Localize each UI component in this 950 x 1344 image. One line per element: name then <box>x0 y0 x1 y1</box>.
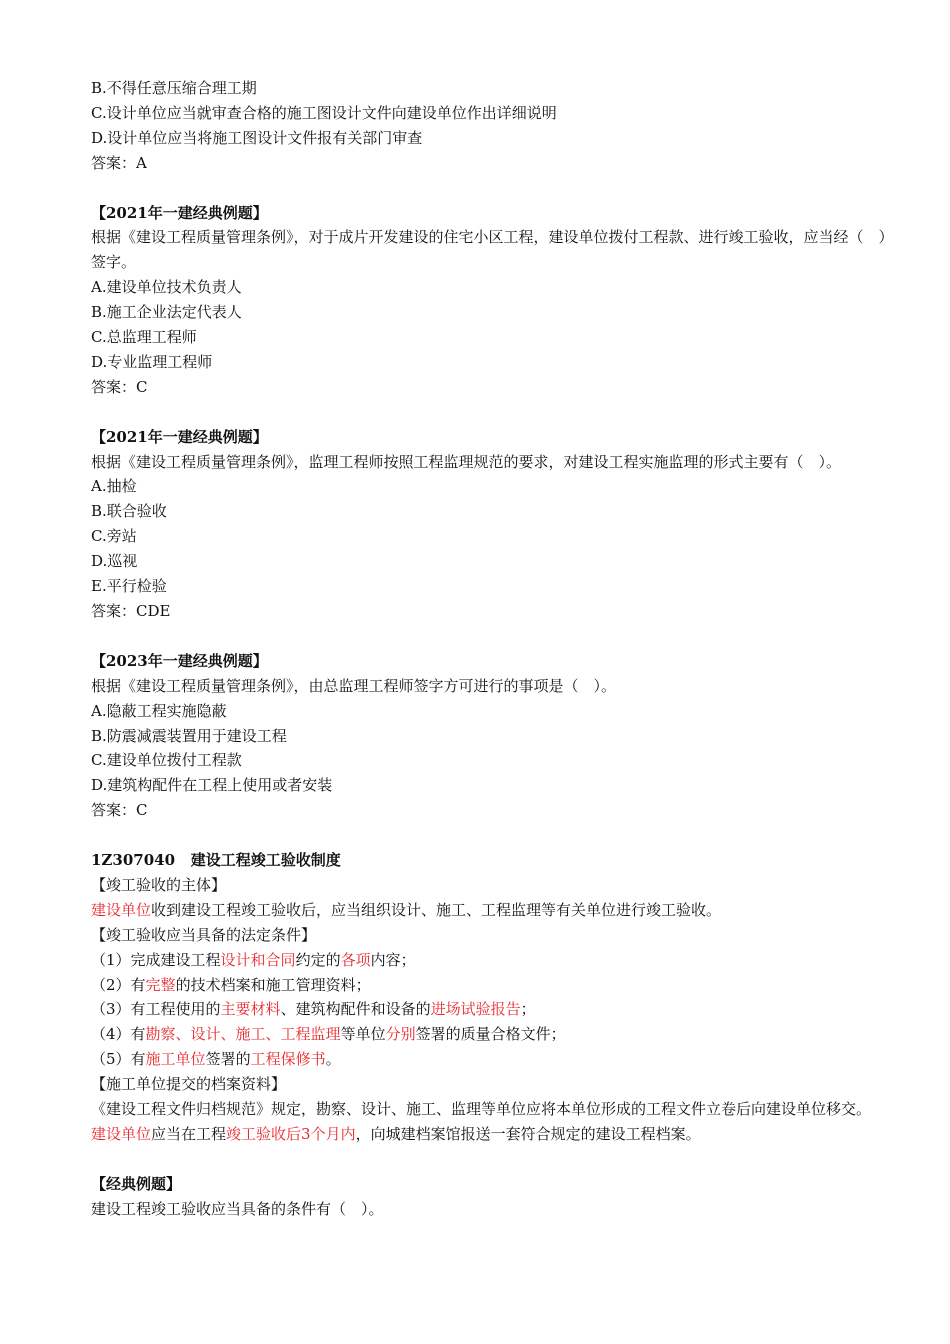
question-stem: 根据《建设工程质量管理条例》，监理工程师按照工程监理规范的要求，对建设工程实施监理的形式主要有（ ）。 <box>91 452 842 471</box>
question-stem: 建设工程竣工验收应当具备的条件有（ ）。 <box>91 1199 384 1218</box>
highlight: 建设单位 <box>91 900 152 919</box>
highlight: 分别 <box>385 1025 416 1044</box>
paragraph: 建设单位应当在工程竣工验收后3个月内，向城建档案馆报送一套符合规定的建设工程档案。 <box>91 1125 701 1143</box>
option-a: A.建设单位技术负责人 <box>91 278 242 297</box>
option-b: B.联合验收 <box>91 502 167 521</box>
highlight: 工程保修书 <box>250 1050 326 1069</box>
subsection-heading: 【竣工验收应当具备的法定条件】 <box>91 925 317 944</box>
option-d: D.专业监理工程师 <box>91 352 213 371</box>
spacer <box>91 176 891 201</box>
highlight: 设计和合同 <box>220 950 296 969</box>
condition-item: （4）有勘察、设计、施工、工程监理等单位分别签署的质量合格文件； <box>91 1025 566 1044</box>
question-heading: 【2023年一建经典例题】 <box>91 651 268 670</box>
question-heading: 【经典例题】 <box>91 1174 182 1193</box>
option-c: C.设计单位应当就审查合格的施工图设计文件向建设单位作出详细说明 <box>91 103 557 122</box>
spacer <box>91 624 891 649</box>
highlight: 施工单位 <box>145 1050 206 1069</box>
condition-item: （3）有工程使用的主要材料、建筑构配件和设备的进场试验报告； <box>91 1000 536 1019</box>
option-d: D.建筑构配件在工程上使用或者安装 <box>91 776 333 795</box>
option-c: C.旁站 <box>91 527 137 546</box>
section-code: 1Z307040 <box>91 851 176 870</box>
question-heading: 【2021年一建经典例题】 <box>91 427 268 446</box>
paragraph: 建设单位收到建设工程竣工验收后，应当组织设计、施工、工程监理等有关单位进行竣工验收。 <box>91 900 722 919</box>
option-c: C.建设单位拨付工程款 <box>91 751 242 770</box>
answer: 答案：C <box>91 801 148 820</box>
answer: 答案：CDE <box>91 602 171 620</box>
subsection-heading: 【竣工验收的主体】 <box>91 875 227 894</box>
option-c: C.总监理工程师 <box>91 328 197 347</box>
paragraph: 《建设工程文件归档规范》规定，勘察、设计、施工、监理等单位应将本单位形成的工程文件立卷后向建设单位移交。 <box>91 1100 872 1119</box>
highlight: 进场试验报告 <box>430 1000 521 1019</box>
option-a: A.抽检 <box>91 477 137 496</box>
question-stem: 根据《建设工程质量管理条例》，对于成片开发建设的住宅小区工程，建设单位拨付工程款、进行竣工验收，应当经（ ）签字。 <box>91 228 887 272</box>
condition-item: （1）完成建设工程设计和合同约定的各项内容； <box>91 950 416 969</box>
highlight: 竣工验收后3个月内 <box>226 1125 356 1143</box>
highlight: 建设单位 <box>91 1125 152 1143</box>
spacer <box>91 400 891 425</box>
highlight: 完整 <box>145 975 176 994</box>
highlight: 主要材料 <box>220 1000 281 1019</box>
answer: 答案：A <box>91 153 147 172</box>
document-page <box>91 76 891 1222</box>
subsection-heading: 【施工单位提交的档案资料】 <box>91 1075 287 1094</box>
option-b: B.不得任意压缩合理工期 <box>91 79 257 97</box>
option-d: D.巡视 <box>91 552 138 571</box>
question-heading: 【2021年一建经典例题】 <box>91 203 268 222</box>
question-stem: 根据《建设工程质量管理条例》，由总监理工程师签字方可进行的事项是（ ）。 <box>91 676 617 695</box>
option-a: A.隐蔽工程实施隐蔽 <box>91 701 227 720</box>
section-title: 建设工程竣工验收制度 <box>190 851 341 870</box>
condition-item: （2）有完整的技术档案和施工管理资料； <box>91 975 371 994</box>
spacer <box>91 1147 891 1172</box>
option-b: B.防震减震装置用于建设工程 <box>91 726 287 745</box>
section-heading <box>91 848 891 873</box>
highlight: 勘察、设计、施工、工程监理 <box>145 1025 341 1044</box>
option-e: E.平行检验 <box>91 577 167 596</box>
answer: 答案：C <box>91 377 148 396</box>
option-b: B.施工企业法定代表人 <box>91 303 242 322</box>
spacer <box>91 823 891 848</box>
option-d: D.设计单位应当将施工图设计文件报有关部门审查 <box>91 128 423 147</box>
highlight: 各项 <box>340 950 371 969</box>
condition-item: （5）有施工单位签署的工程保修书。 <box>91 1050 341 1069</box>
